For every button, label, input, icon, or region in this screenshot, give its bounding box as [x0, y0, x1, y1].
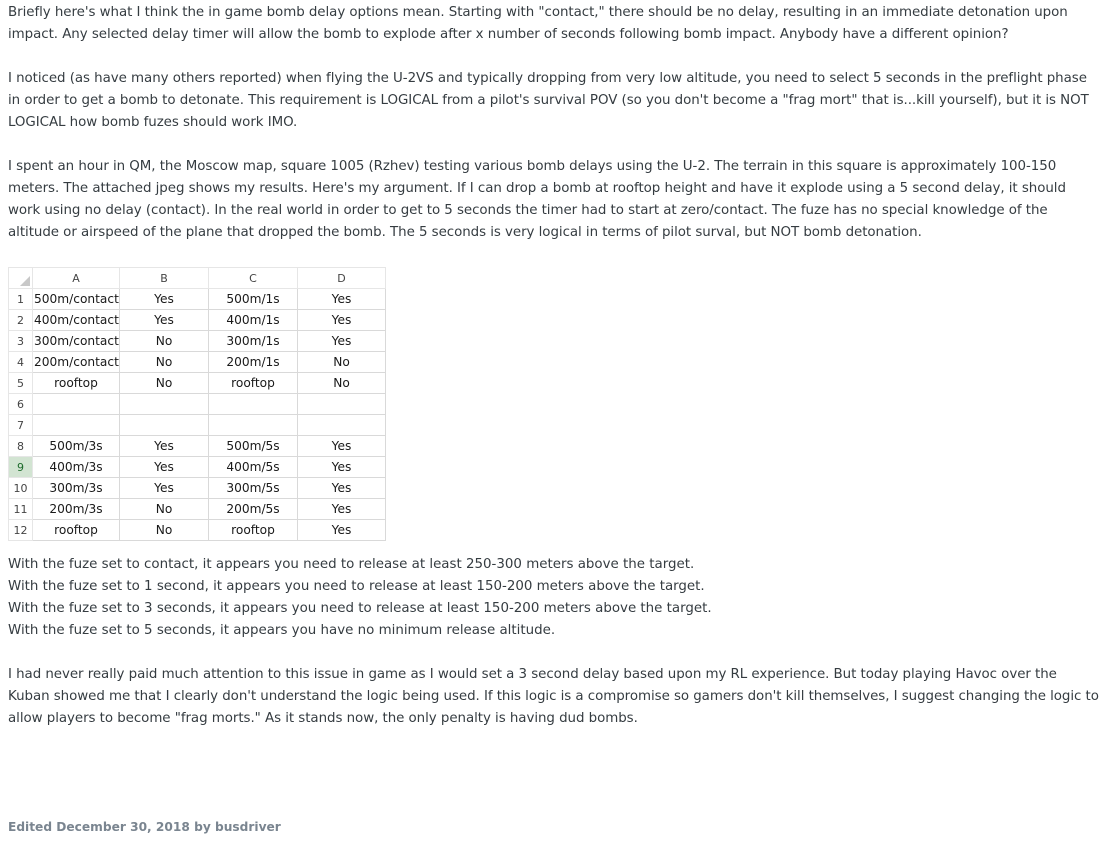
post-body-continued: [8, 554, 1102, 730]
cell-d: [298, 394, 386, 415]
cell-b: No: [120, 352, 209, 373]
table-row: [9, 478, 386, 499]
cell-a: 400m/3s: [33, 457, 120, 478]
post-paragraph-2: I noticed (as have many others reported) when flying the U-2VS and typically dropping from very low altitude, you need to select 5 seconds in the preflight phase in order to get a bomb to detonate. This requirement is LOGICAL from a pilot's survival POV (so you don't become a "frag mort" that is...kill yourself), but it is NOT LOGICAL how bomb fuzes should work IMO.: [8, 71, 1089, 130]
cell-b: Yes: [120, 457, 209, 478]
table-row: [9, 373, 386, 394]
select-all-triangle-icon: [20, 276, 30, 286]
column-header-row: [9, 268, 386, 289]
cell-b: [120, 415, 209, 436]
post-paragraph-3: I spent an hour in QM, the Moscow map, square 1005 (Rzhev) testing various bomb delays using the U-2. The terrain in this square is approximately 100-150 meters. The attached jpeg shows my results. Here's my argument. If I can drop a bomb at rooftop height and have it explode using a 5 second delay, it should work using no delay (contact). In the real world in order to get to 5 seconds the timer had to start at zero/contact. The fuze has no special knowledge of the altitude or airspeed of the plane that dropped the bomb. The 5 seconds is very logical in terms of pilot surval, but NOT bomb detonation.: [8, 159, 1066, 240]
cell-b: [120, 394, 209, 415]
cell-c: 200m/1s: [209, 352, 298, 373]
cell-d: Yes: [298, 289, 386, 310]
cell-c: 500m/5s: [209, 436, 298, 457]
cell-d: Yes: [298, 310, 386, 331]
cell-b: No: [120, 373, 209, 394]
summary-line-contact: With the fuze set to contact, it appears you need to release at least 250-300 meters above the target.: [8, 557, 695, 572]
cell-d: Yes: [298, 499, 386, 520]
cell-c: 400m/5s: [209, 457, 298, 478]
cell-c: 200m/5s: [209, 499, 298, 520]
cell-d: Yes: [298, 436, 386, 457]
column-header-d: D: [298, 268, 386, 289]
row-header: 8: [9, 436, 33, 457]
cell-b: Yes: [120, 478, 209, 499]
post-body: [8, 2, 1102, 266]
row-header: 11: [9, 499, 33, 520]
summary-line-1s: With the fuze set to 1 second, it appears you need to release at least 150-200 meters above the target.: [8, 579, 705, 594]
cell-d: [298, 415, 386, 436]
cell-c: rooftop: [209, 373, 298, 394]
table-row: [9, 331, 386, 352]
cell-a: rooftop: [33, 520, 120, 541]
cell-a: 200m/contact: [33, 352, 120, 373]
table-row: [9, 436, 386, 457]
table-row: [9, 499, 386, 520]
cell-d: Yes: [298, 520, 386, 541]
cell-d: No: [298, 373, 386, 394]
cell-c: 500m/1s: [209, 289, 298, 310]
table-row: [9, 457, 386, 478]
cell-a: 400m/contact: [33, 310, 120, 331]
row-header: 10: [9, 478, 33, 499]
cell-a: 500m/contact: [33, 289, 120, 310]
table-row: [9, 310, 386, 331]
column-header-c: C: [209, 268, 298, 289]
table-row: [9, 394, 386, 415]
cell-b: No: [120, 331, 209, 352]
row-header: 6: [9, 394, 33, 415]
row-header: 4: [9, 352, 33, 373]
table-row: [9, 415, 386, 436]
cell-b: No: [120, 520, 209, 541]
cell-d: Yes: [298, 331, 386, 352]
row-header: 5: [9, 373, 33, 394]
column-header-b: B: [120, 268, 209, 289]
cell-c: 400m/1s: [209, 310, 298, 331]
cell-b: Yes: [120, 436, 209, 457]
row-header: 7: [9, 415, 33, 436]
summary-line-3s: With the fuze set to 3 seconds, it appears you need to release at least 150-200 meters above the target.: [8, 601, 712, 616]
table-row: [9, 520, 386, 541]
cell-c: [209, 394, 298, 415]
cell-a: 500m/3s: [33, 436, 120, 457]
row-header: 1: [9, 289, 33, 310]
cell-c: 300m/5s: [209, 478, 298, 499]
cell-a: rooftop: [33, 373, 120, 394]
row-header: 12: [9, 520, 33, 541]
results-table: [8, 267, 386, 541]
table-row: [9, 352, 386, 373]
cell-a: [33, 394, 120, 415]
cell-c: rooftop: [209, 520, 298, 541]
cell-b: No: [120, 499, 209, 520]
row-header: 3: [9, 331, 33, 352]
select-all-corner: [9, 268, 33, 289]
cell-a: 300m/3s: [33, 478, 120, 499]
cell-c: 300m/1s: [209, 331, 298, 352]
cell-a: [33, 415, 120, 436]
cell-c: [209, 415, 298, 436]
cell-b: Yes: [120, 310, 209, 331]
cell-d: Yes: [298, 478, 386, 499]
spreadsheet-image: [8, 267, 386, 537]
column-header-a: A: [33, 268, 120, 289]
table-row: [9, 289, 386, 310]
edited-note: Edited December 30, 2018 by busdriver: [8, 820, 281, 834]
post-paragraph-1: Briefly here's what I think the in game bomb delay options mean. Starting with "contact," there should be no delay, resulting in an immediate detonation upon impact. Any selected delay timer will allow the bomb to explode after x number of seconds following bomb impact. Anybody have a different opinion?: [8, 5, 1068, 42]
cell-d: Yes: [298, 457, 386, 478]
cell-a: 200m/3s: [33, 499, 120, 520]
cell-d: No: [298, 352, 386, 373]
row-header: 2: [9, 310, 33, 331]
summary-line-5s: With the fuze set to 5 seconds, it appears you have no minimum release altitude.: [8, 623, 556, 638]
row-header-selected: 9: [9, 457, 33, 478]
post-paragraph-4: I had never really paid much attention to this issue in game as I would set a 3 second delay based upon my RL experience. But today playing Havoc over the Kuban showed me that I clearly don't understand the logic being used. If this logic is a compromise so gamers don't kill themselves, I suggest changing the logic to allow players to become "frag morts." As it stands now, the only penalty is having dud bombs.: [8, 667, 1099, 726]
paragraph-gap: [8, 642, 1102, 664]
cell-a: 300m/contact: [33, 331, 120, 352]
cell-b: Yes: [120, 289, 209, 310]
